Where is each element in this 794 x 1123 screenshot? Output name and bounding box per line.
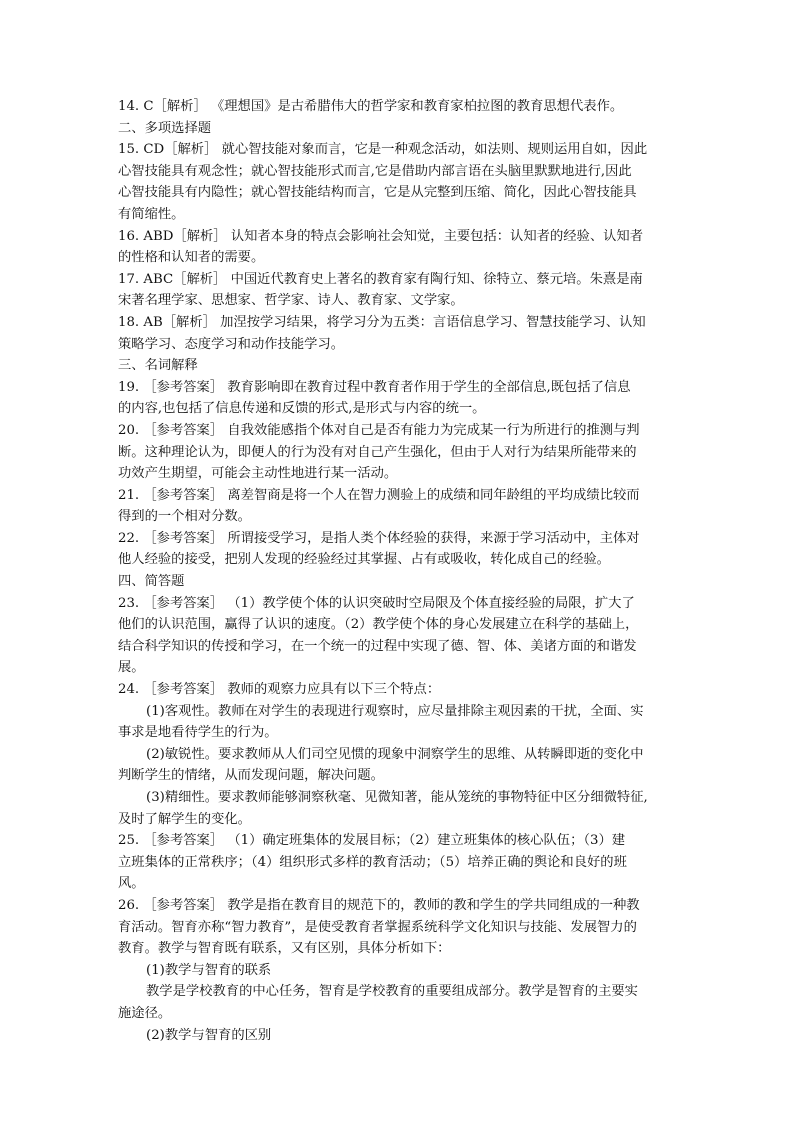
section-heading: 二、多项选择题 xyxy=(118,120,212,136)
text-line: (1)教学与智育的联系 xyxy=(146,962,272,978)
text-line: 结合科学知识的传授和学习，在一个统一的过程中实现了德、智、体、美诸方面的和谐发 xyxy=(118,638,637,654)
section-heading: 四、简答题 xyxy=(118,574,185,590)
text-line: 的性格和认知者的需要。 xyxy=(118,250,265,266)
text-line: 16. ABD［解析］ 认知者本身的特点会影响社会知觉，主要包括：认知者的经验、认知者 xyxy=(118,228,644,244)
text-line: 立班集体的正常秩序；（4）组织形式多样的教育活动；（5）培养正确的舆论和良好的班 xyxy=(118,854,627,870)
text-line: 心智技能具有内隐性；就心智技能结构而言，它是从完整到压缩、简化，因此心智技能具 xyxy=(118,185,637,201)
text-line: 得到的一个相对分数。 xyxy=(118,509,251,525)
text-line: 18. AB［解析］ 加涅按学习结果，将学习分为五类：言语信息学习、智慧技能学习、认知 xyxy=(118,314,646,330)
text-line: 的内容,也包括了信息传递和反馈的形式,是形式与内容的统一。 xyxy=(118,401,486,417)
text-line: 23. ［参考答案］ （1）教学使个体的认识突破时空局限及个体直接经验的局限，扩大了 xyxy=(118,595,635,611)
text-line: 教学是学校教育的中心任务，智育是学校教育的重要组成部分。教学是智育的主要实 xyxy=(146,984,638,1000)
text-line: 20. ［参考答案］ 自我效能感指个体对自己是否有能力为完成某一行为所进行的推测与判 xyxy=(118,422,640,438)
text-line: 26. ［参考答案］ 教学是指在教育目的规范下的，教师的教和学生的学共同组成的一种教 xyxy=(118,897,640,913)
text-line: (1)客观性。教师在对学生的表现进行观察时，应尽量排除主观因素的干扰，全面、实 xyxy=(146,703,644,719)
text-line: 14. C［解析］ 《理想国》是古希腊伟大的哲学家和教育家柏拉图的教育思想代表作。 xyxy=(118,99,624,114)
text-line: 宋著名理学家、思想家、哲学家、诗人、教育家、文学家。 xyxy=(118,293,464,309)
text-line: 15. CD［解析］ 就心智技能对象而言，它是一种观念活动，如法则、规则运用自如，因此 xyxy=(118,142,648,158)
text-line: 判断学生的情绪，从而发现问题，解决问题。 xyxy=(118,768,384,784)
text-line: 育活动。智育亦称“智力教育”，是使受教育者掌握系统科学文化知识与技能、发展智力的 xyxy=(118,919,637,935)
text-line: 施途径。 xyxy=(118,1005,172,1021)
text-line: 19. ［参考答案］ 教育影响即在教育过程中教育者作用于学生的全部信息,既包括了信息 xyxy=(118,379,631,395)
text-line: 风。 xyxy=(118,876,145,892)
text-line: 24. ［参考答案］ 教师的观察力应具有以下三个特点： xyxy=(118,682,441,698)
text-line: 断。这种理论认为，即便人的行为没有对自己产生强化，但由于人对行为结果所能带来的 xyxy=(118,444,637,460)
section-heading: 三、名词解释 xyxy=(118,358,198,374)
text-line: 他们的认识范围，赢得了认识的速度。（2）教学使个体的身心发展建立在科学的基础上， xyxy=(118,617,639,633)
text-line: 功效产生期望，可能会主动性地进行某一活动。 xyxy=(118,466,398,482)
text-line: 及时了解学生的变化。 xyxy=(118,811,251,827)
text-line: (2)教学与智育的区别 xyxy=(146,1027,272,1043)
text-line: 25. ［参考答案］ （1）确定班集体的发展目标；（2）建立班集体的核心队伍；（3）建 xyxy=(118,833,626,849)
text-line: (2)敏锐性。要求教师从人们司空见惯的现象中洞察学生的思维、从转瞬即逝的变化中 xyxy=(146,746,644,762)
text-line: 事求是地看待学生的行为。 xyxy=(118,725,278,741)
text-line: 17. ABC［解析］ 中国近代教育史上著名的教育家有陶行知、徐特立、蔡元培。朱熹是南 xyxy=(118,271,643,287)
document-page xyxy=(118,96,678,1046)
text-line: 他人经验的接受，把别人发现的经验经过其掌握、占有或吸收，转化成自己的经验。 xyxy=(118,552,610,568)
text-line: 展。 xyxy=(118,660,145,676)
text-line: 21. ［参考答案］ 离差智商是将一个人在智力测验上的成绩和同年龄组的平均成绩比较而 xyxy=(118,487,640,503)
text-line: 有简缩性。 xyxy=(118,206,185,222)
text-line: 心智技能具有观念性；就心智技能形式而言,它是借助内部言语在头脑里默默地进行,因此 xyxy=(118,163,632,179)
text-line: 策略学习、态度学习和动作技能学习。 xyxy=(118,336,345,352)
text-line: 教育。教学与智育既有联系，又有区别，具体分析如下： xyxy=(118,941,451,957)
text-line: (3)精细性。要求教师能够洞察秋毫、见微知著，能从笼统的事物特征中区分细微特征, xyxy=(146,790,648,805)
text-line: 22. ［参考答案］ 所谓接受学习，是指人类个体经验的获得，来源于学习活动中，主体对 xyxy=(118,530,640,546)
